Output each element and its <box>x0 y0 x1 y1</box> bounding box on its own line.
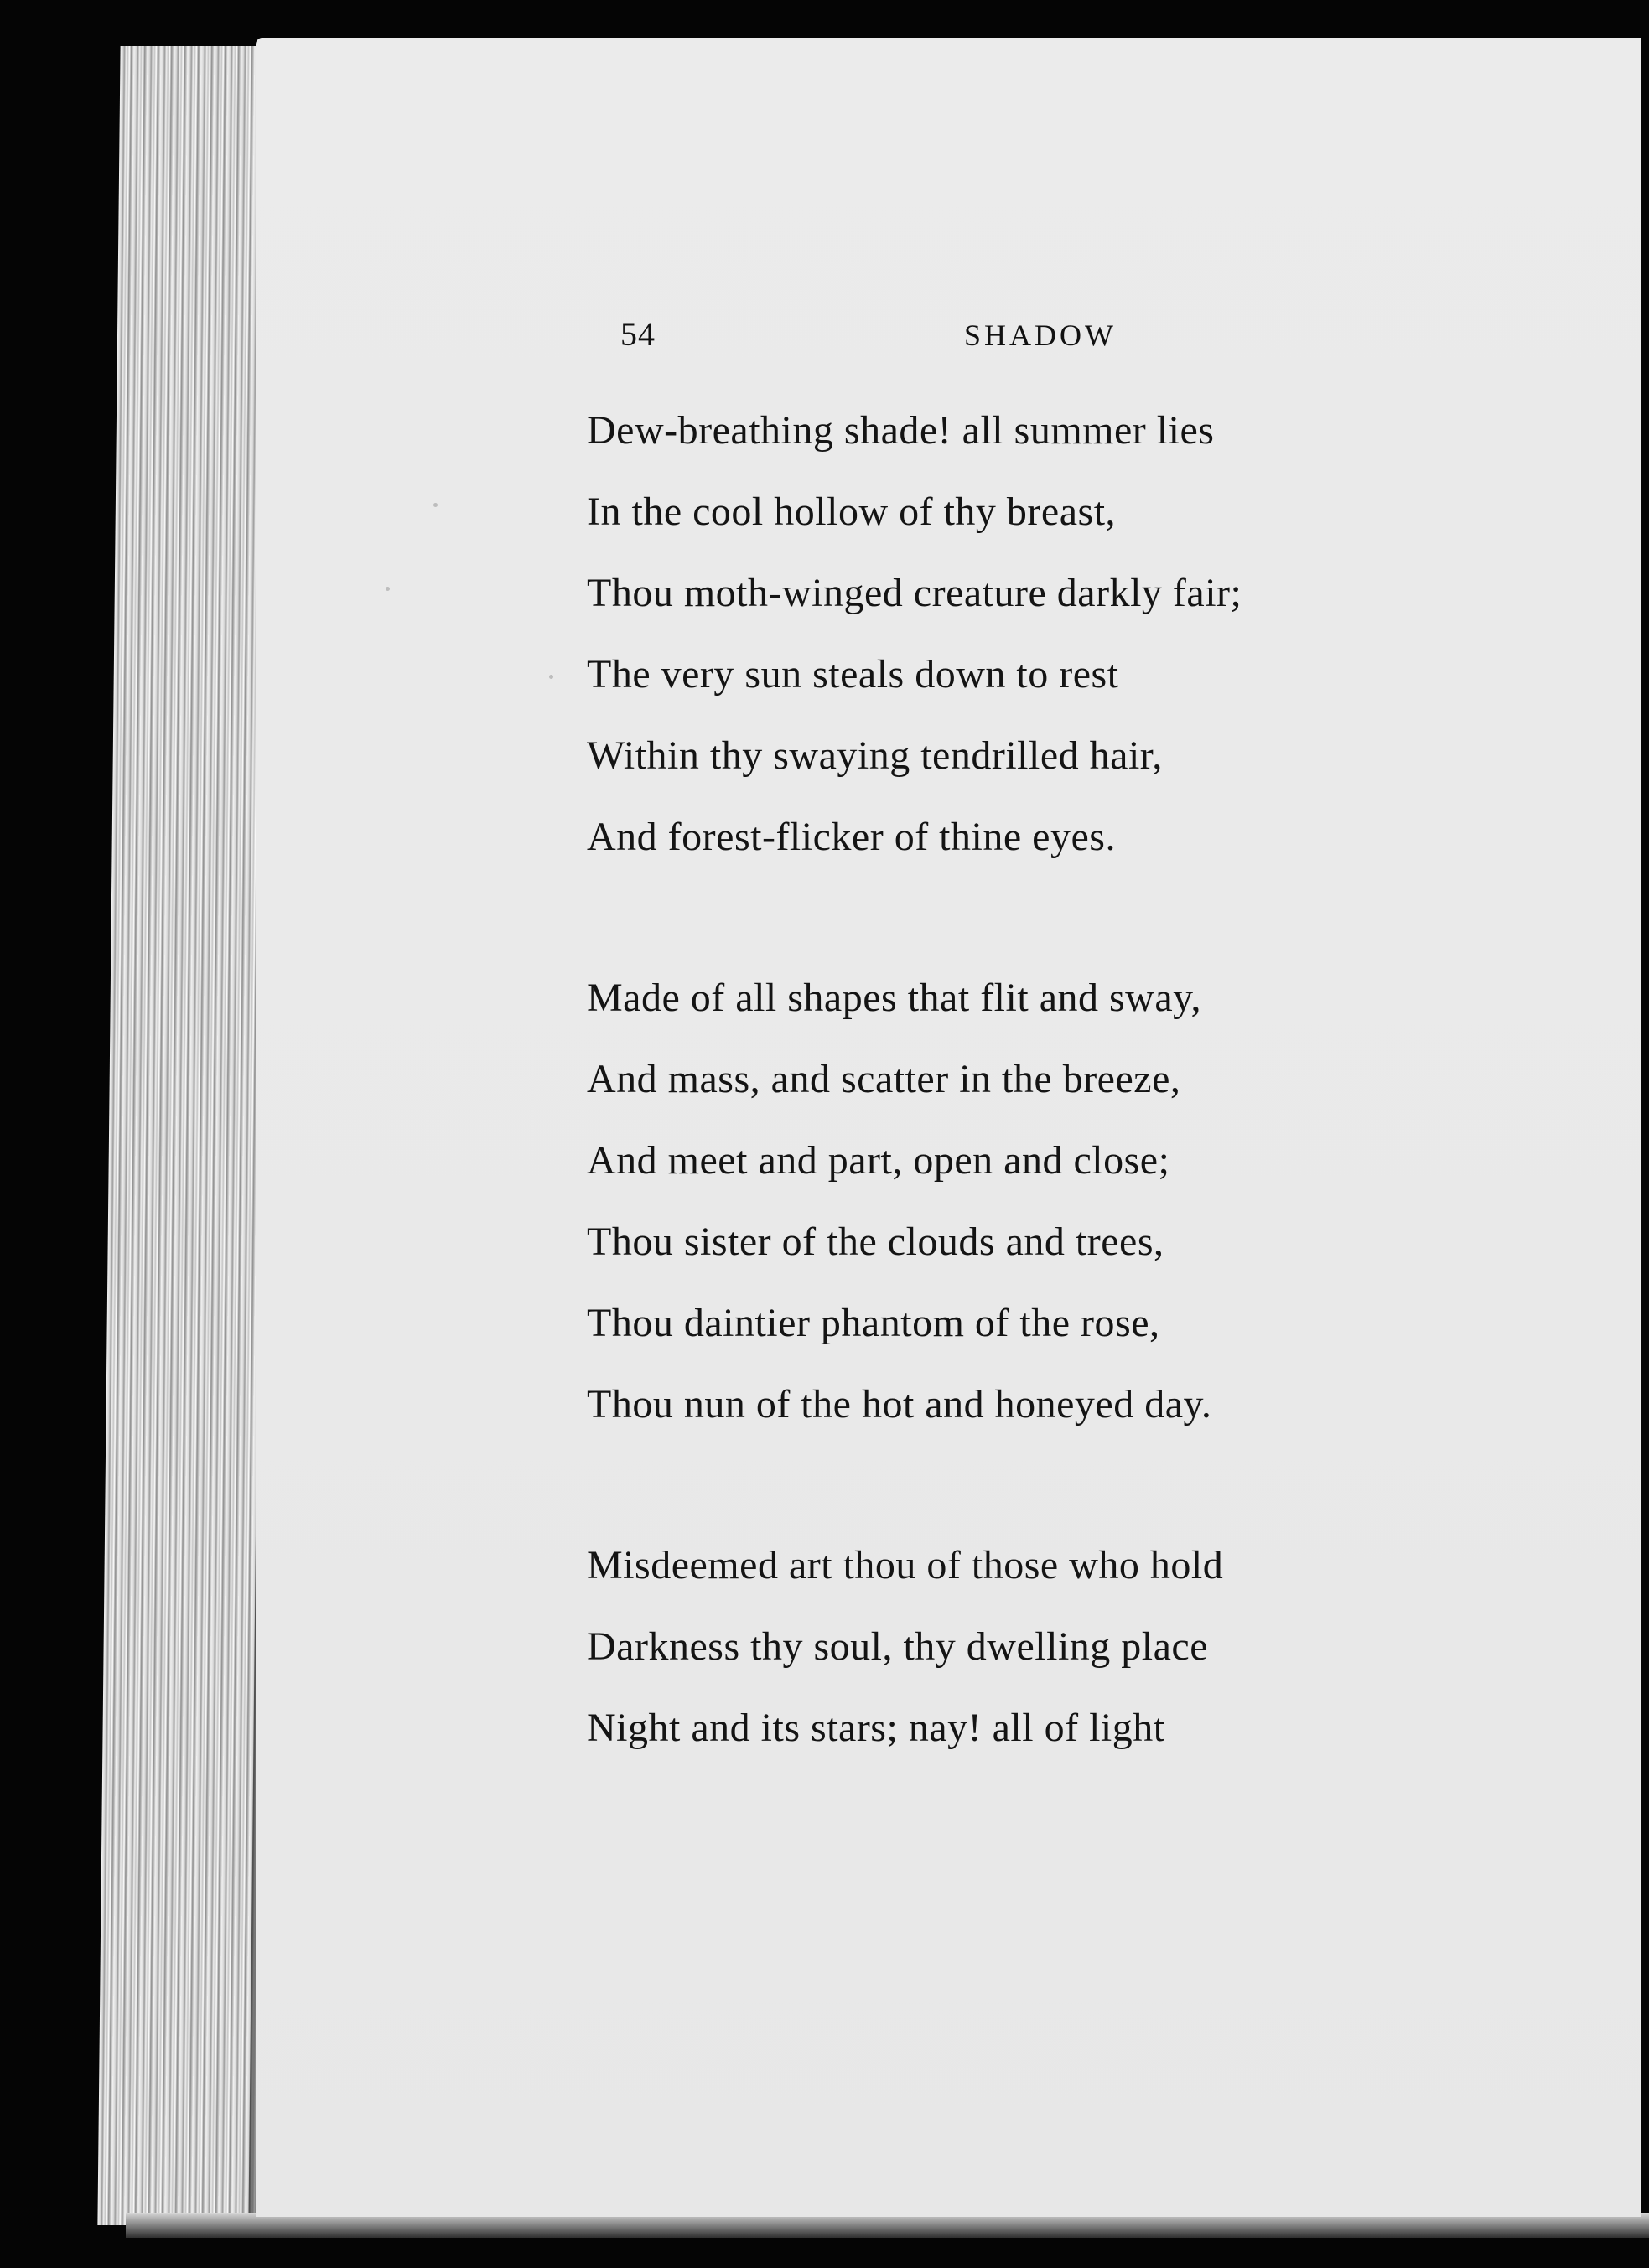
poem-line: Darkness thy soul, thy dwelling place <box>587 1624 1209 1669</box>
paper-speck <box>433 503 438 507</box>
page-header <box>620 314 1207 365</box>
poem-body <box>587 390 1425 1848</box>
poem-line: Thou daintier phantom of the rose, <box>587 1301 1160 1345</box>
paper-speck <box>549 675 553 679</box>
stanza-2 <box>587 957 1425 1445</box>
poem-line: Thou moth-winged creature darkly fair; <box>587 571 1242 615</box>
poem-line: And forest-flicker of thine eyes. <box>587 815 1116 859</box>
poem-line: And meet and part, open and close; <box>587 1138 1170 1183</box>
page-number: 54 <box>620 315 656 353</box>
poem-line: Thou nun of the hot and honeyed day. <box>587 1382 1212 1427</box>
poem-line: And mass, and scatter in the breeze, <box>587 1057 1181 1101</box>
stanza-1 <box>587 390 1425 878</box>
paper-speck <box>386 587 390 591</box>
running-title: SHADOW <box>964 318 1117 352</box>
stanza-3 <box>587 1525 1425 1768</box>
poem-line: Dew-breathing shade! all summer lies <box>587 408 1215 453</box>
poem-line: Misdeemed art thou of those who hold <box>587 1543 1224 1587</box>
poem-line: Thou sister of the clouds and trees, <box>587 1219 1164 1264</box>
poem-line: Night and its stars; nay! all of light <box>587 1706 1165 1750</box>
poem-line: Made of all shapes that flit and sway, <box>587 976 1202 1020</box>
poem-line: Within thy swaying tendrilled hair, <box>587 733 1163 778</box>
poem-line: The very sun steals down to rest <box>587 652 1119 696</box>
poem-line: In the cool hollow of thy breast, <box>587 489 1117 534</box>
